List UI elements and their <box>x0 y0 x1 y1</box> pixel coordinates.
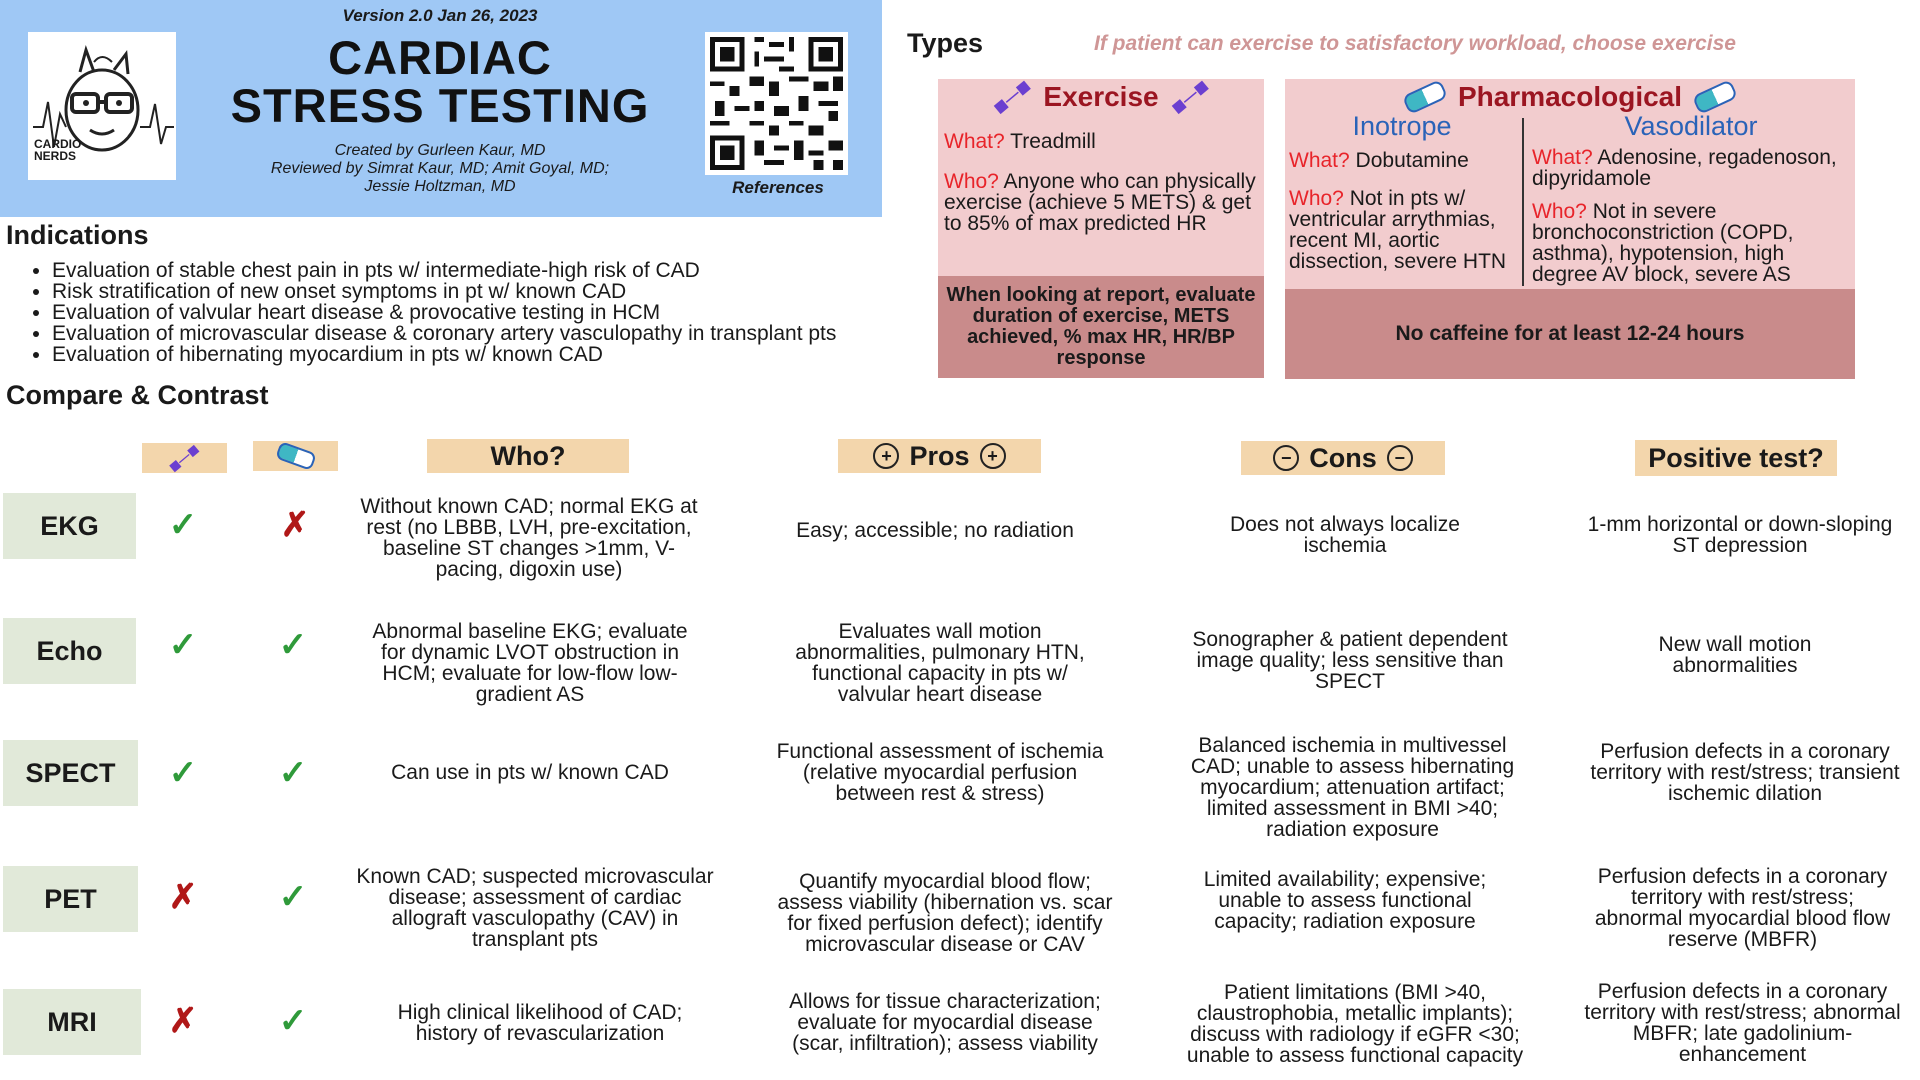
cons-label: Cons <box>1309 442 1377 473</box>
compare-heading: Compare & Contrast <box>6 380 269 410</box>
who-label: Who? <box>1289 187 1344 210</box>
what-label: What? <box>944 130 1005 153</box>
cardionerds-logo <box>28 32 176 180</box>
created-by: Created by Gurleen Kaur, MD <box>334 142 546 159</box>
echo-positive: New wall motion abnormalities <box>1658 633 1812 677</box>
minus-circle-icon: − <box>1273 445 1299 471</box>
pill-icon <box>1402 79 1449 115</box>
pharmacological-title: Pharmacological <box>1457 81 1683 112</box>
pet-positive: Perfusion defects in a coronary territory with rest/stress; abnormal myocardial blood flow reserve (MBFR) <box>1594 864 1891 951</box>
echo-pros: Evaluates wall motion abnormalities, pulmonary HTN, functional capacity in pts w/ valvular heart disease <box>795 619 1085 706</box>
title-line-2: STRESS TESTING <box>230 79 650 132</box>
row-label-mri: MRI <box>3 989 141 1055</box>
check-icon: ✓ <box>168 626 198 664</box>
what-label: What? <box>1532 146 1593 169</box>
pet-pros: Quantify myocardial blood flow; assess viability (hibernation vs. scar for fixed perfusion defect); identify microvascular disease or CAV <box>777 869 1113 956</box>
pros-label: Pros <box>909 440 970 471</box>
cross-icon: ✗ <box>168 1002 198 1040</box>
echo-who: Abnormal baseline EKG; evaluate for dynamic LVOT obstruction in HCM; evaluate for low-flow low-gradient AS <box>372 619 688 706</box>
indication-item: • Evaluation of stable chest pain in pts w/ intermediate-high risk of CAD <box>52 260 836 281</box>
pill-icon <box>1692 79 1739 115</box>
pharmacological-footer: No caffeine for at least 12-24 hours <box>1285 289 1855 379</box>
ekg-pros: Easy; accessible; no radiation <box>796 518 1074 542</box>
indication-item: • Evaluation of valvular heart disease & provocative testing in HCM <box>52 302 836 323</box>
title-line-1: CARDIAC <box>328 31 552 84</box>
vasodilator-what: Adenosine, regadenoson, dipyridamole <box>1532 146 1837 190</box>
indication-item: • Evaluation of microvascular disease & coronary artery vasculopathy in transplant pts <box>52 323 836 344</box>
mri-positive: Perfusion defects in a coronary territory with rest/stress; abnormal MBFR; late gadolinium-enhancement <box>1584 979 1901 1066</box>
ekg-positive: 1-mm horizontal or down-sloping ST depression <box>1587 513 1893 557</box>
dumbbell-icon: ■─■ <box>164 438 204 477</box>
echo-cons: Sonographer & patient dependent image quality; less sensitive than SPECT <box>1192 627 1508 693</box>
check-icon: ✓ <box>168 754 198 792</box>
mri-who: High clinical likelihood of CAD; history of revascularization <box>397 1000 683 1045</box>
indications-heading: Indications <box>6 220 149 250</box>
who-label: Who? <box>944 170 999 193</box>
vasodilator-who: Not in severe bronchoconstriction (COPD, asthma), hypotension, high degree AV block, severe AS <box>1532 200 1794 286</box>
dumbbell-icon: ■─■ <box>1165 73 1214 120</box>
exercise-what: Treadmill <box>1010 130 1096 153</box>
cons-column-header <box>1241 441 1445 475</box>
ekg-who: Without known CAD; normal EKG at rest (no LBBB, LVH, pre-excitation, baseline ST changes >1mm, V-pacing, digoxin use) <box>360 494 698 581</box>
positive-column-header: Positive test? <box>1635 440 1837 476</box>
exercise-footer: When looking at report, evaluate duration of exercise, METS achieved, % max HR, HR/BP response <box>938 276 1264 378</box>
cross-icon: ✗ <box>280 506 310 544</box>
indications-list <box>22 260 836 365</box>
row-label-pet: PET <box>3 866 138 932</box>
logo-text: CARDIO NERDS <box>34 137 82 163</box>
row-label-ekg: EKG <box>3 493 136 559</box>
check-icon: ✓ <box>278 626 308 664</box>
what-label: What? <box>1289 149 1350 172</box>
pros-column-header <box>838 439 1041 473</box>
inotrope-what: Dobutamine <box>1355 149 1469 172</box>
cross-icon: ✗ <box>168 878 198 916</box>
reviewed-by-cont: Jessie Holtzman, MD <box>364 178 516 195</box>
spect-pros: Functional assessment of ischemia (relative myocardial perfusion between rest & stress) <box>776 740 1104 805</box>
who-label: Who? <box>1532 200 1587 223</box>
references-link[interactable]: References <box>732 178 824 197</box>
divider <box>1522 118 1524 286</box>
types-heading: Types <box>907 28 984 58</box>
minus-circle-icon: − <box>1387 445 1413 471</box>
indication-item: • Evaluation of hibernating myocardium in pts w/ known CAD <box>52 344 836 365</box>
row-label-echo: Echo <box>3 618 136 684</box>
credits <box>200 142 680 196</box>
mri-pros: Allows for tissue characterization; evaluate for myocardial disease (scar, infiltration); assess viability <box>789 990 1101 1055</box>
pet-cons: Limited availability; expensive; unable to assess functional capacity; radiation exposure <box>1203 867 1487 933</box>
check-icon: ✓ <box>278 1002 308 1040</box>
types-note: If patient can exercise to satisfactory workload, choose exercise <box>1094 32 1736 55</box>
ekg-cons: Does not always localize ischemia <box>1230 513 1460 557</box>
qr-code-icon[interactable] <box>705 32 848 175</box>
plus-circle-icon: + <box>980 443 1006 469</box>
spect-cons: Balanced ischemia in multivessel CAD; unable to assess hibernating myocardium; attenuation artifact; limited assessment in BMI >40; radiation exposure <box>1190 734 1515 841</box>
pharmacological-box <box>1285 79 1855 289</box>
page-title <box>190 31 690 132</box>
exercise-box <box>938 73 1264 276</box>
pharm-column-header <box>253 441 338 471</box>
row-label-spect: SPECT <box>3 740 138 806</box>
inotrope-who: Not in pts w/ ventricular arrythmias, recent MI, aortic dissection, severe HTN <box>1289 187 1507 273</box>
exercise-title: Exercise <box>1043 81 1159 112</box>
reviewed-by: Reviewed by Simrat Kaur, MD; Amit Goyal, MD; <box>270 160 610 177</box>
pet-who: Known CAD; suspected microvascular disease; assessment of cardiac allograft vasculopathy (CAV) in transplant pts <box>356 864 714 951</box>
spect-who: Can use in pts w/ known CAD <box>391 761 669 784</box>
check-icon: ✓ <box>168 506 198 544</box>
pill-icon <box>275 441 317 471</box>
plus-circle-icon: + <box>873 443 899 469</box>
inotrope-title: Inotrope <box>1352 111 1452 141</box>
check-icon: ✓ <box>278 878 308 916</box>
exercise-column-header <box>142 438 227 477</box>
check-icon: ✓ <box>278 754 308 792</box>
who-column-header: Who? <box>427 439 629 473</box>
dumbbell-icon: ■─■ <box>987 73 1037 120</box>
exercise-who: Anyone who can physically exercise (achieve 5 METS) & get to 85% of max predicted HR <box>944 170 1256 235</box>
version-label: Version 2.0 Jan 26, 2023 <box>342 6 538 25</box>
mri-cons: Patient limitations (BMI >40, claustrophobia, metallic implants); discuss with radiology if eGFR <30; unable to assess functional capacity <box>1186 981 1524 1067</box>
indication-item: • Risk stratification of new onset symptoms in pt w/ known CAD <box>52 281 836 302</box>
vasodilator-title: Vasodilator <box>1624 111 1758 141</box>
spect-positive: Perfusion defects in a coronary territory with rest/stress; transient ischemic dilation <box>1590 740 1900 805</box>
